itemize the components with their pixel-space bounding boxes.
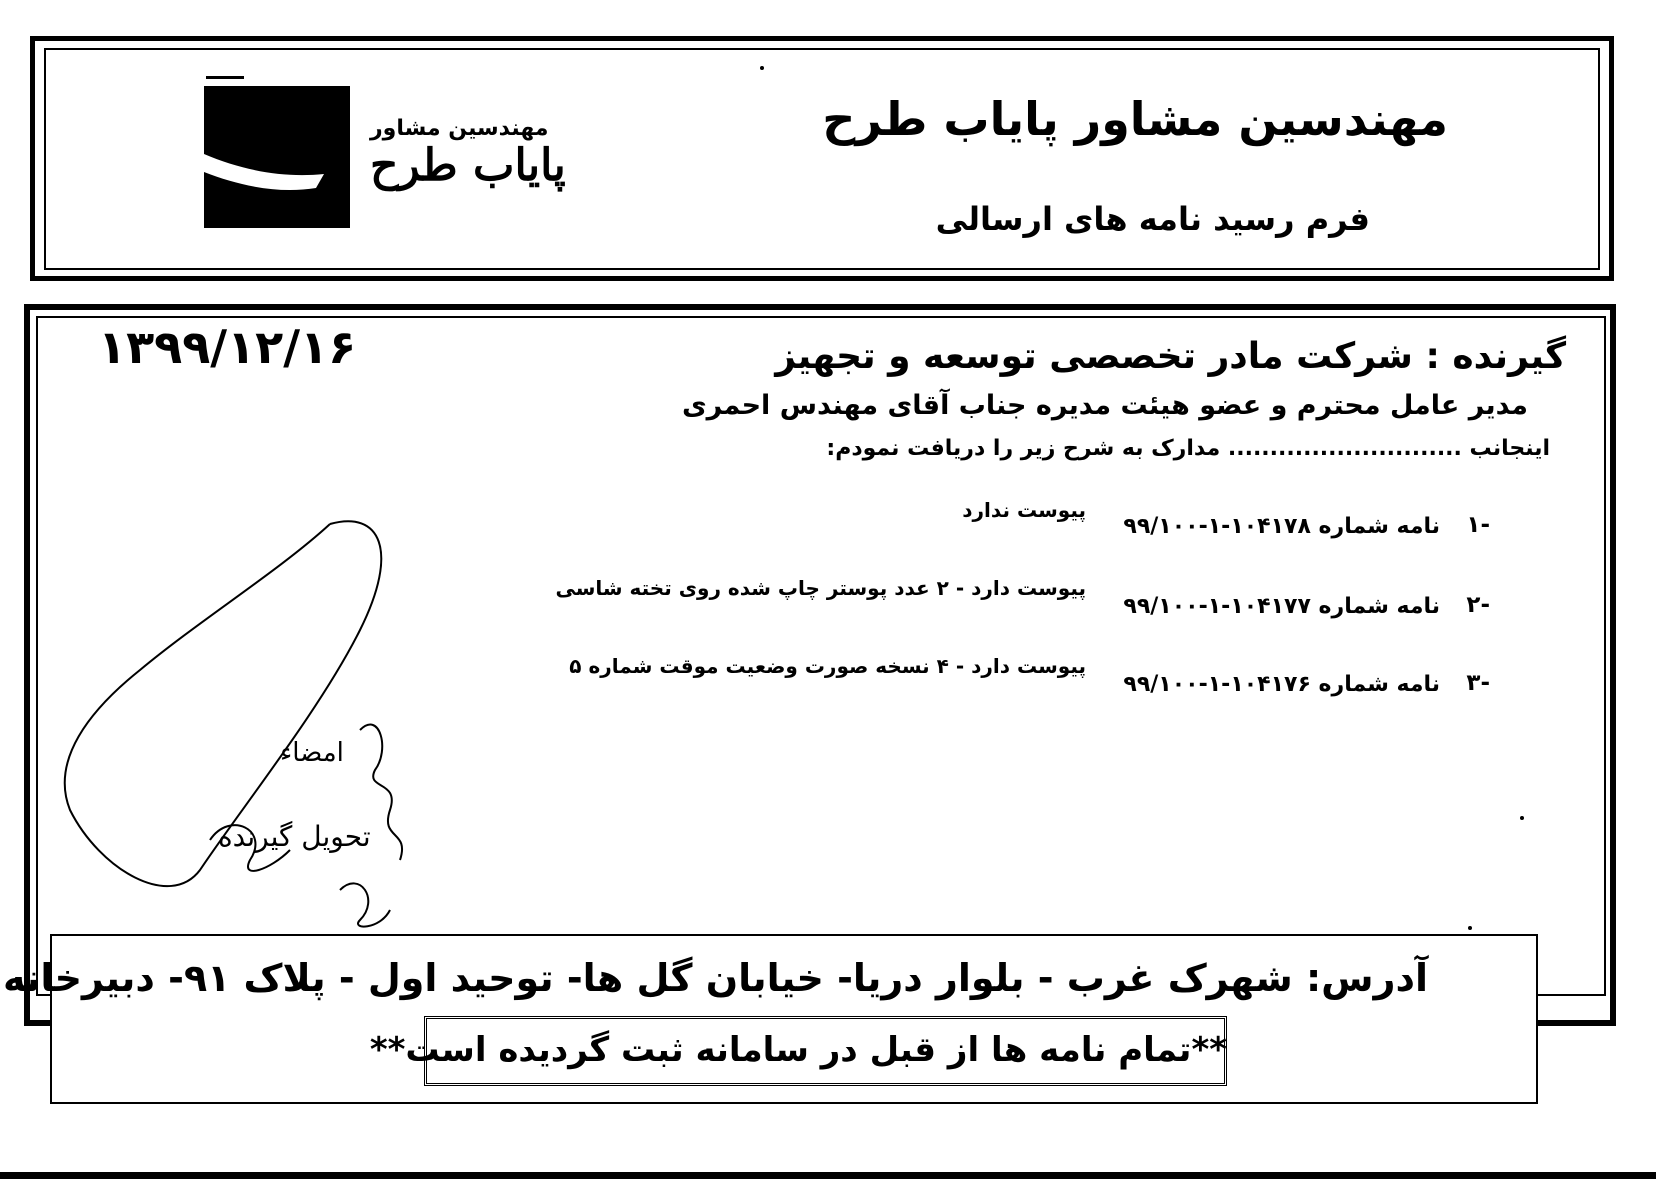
recipient-line: گیرنده : شرکت مادر تخصصی توسعه و تجهیز: [775, 336, 1566, 377]
registration-note: **تمام نامه ها از قبل در سامانه ثبت گردیده است**: [369, 1030, 1227, 1070]
item-index: ۲-: [1466, 592, 1490, 618]
item-attachment: پیوست دارد - ۴ نسخه صورت وضعیت موقت شماره ۵: [569, 654, 1086, 678]
item-letter-number: نامه شماره ۱۰۴۱۷۷-۱-۹۹/۱۰۰: [1123, 594, 1440, 619]
scan-speck: [760, 66, 764, 70]
item-attachment: پیوست دارد - ۲ عدد پوستر چاپ شده روی تخته شاسی: [555, 576, 1086, 600]
company-title: مهندسین مشاور پایاب طرح: [822, 92, 1448, 146]
deliverer-label: تحویل گیرنده: [218, 820, 371, 853]
scan-edge: [0, 1172, 1656, 1179]
scan-speck: [1468, 926, 1472, 930]
logo-mark-line: [206, 76, 244, 79]
form-title: فرم رسید نامه های ارسالی: [935, 200, 1370, 238]
logo-name: پایاب طرح: [370, 140, 566, 191]
attention-line: مدیر عامل محترم و عضو هیئت مدیره جناب آقای مهندس احمری: [681, 390, 1528, 421]
item-index: ۱-: [1466, 512, 1490, 538]
item-letter-number: نامه شماره ۱۰۴۱۷۶-۱-۹۹/۱۰۰: [1123, 672, 1440, 697]
logo-wave-icon: [204, 86, 350, 228]
receipt-statement: اینجانب ............................ مدارک به شرح زیر را دریافت نمودم:: [826, 436, 1550, 461]
logo-subtitle: مهندسین مشاور: [370, 116, 549, 141]
handwritten-signature: [40, 510, 460, 950]
company-logo: [204, 86, 350, 228]
signature-label: امضاء: [280, 738, 344, 768]
document-date: ۱۳۹۹/۱۲/۱۶: [98, 320, 357, 374]
item-attachment: پیوست ندارد: [962, 498, 1086, 522]
item-letter-number: نامه شماره ۱۰۴۱۷۸-۱-۹۹/۱۰۰: [1123, 514, 1440, 539]
item-index: ۳-: [1466, 670, 1490, 696]
scan-speck: [1520, 816, 1524, 820]
address-line: آدرس: شهرک غرب - بلوار دریا- خیابان گل ها- توحید اول - پلاک ۹۱- دبیرخانه: [3, 956, 1428, 1000]
